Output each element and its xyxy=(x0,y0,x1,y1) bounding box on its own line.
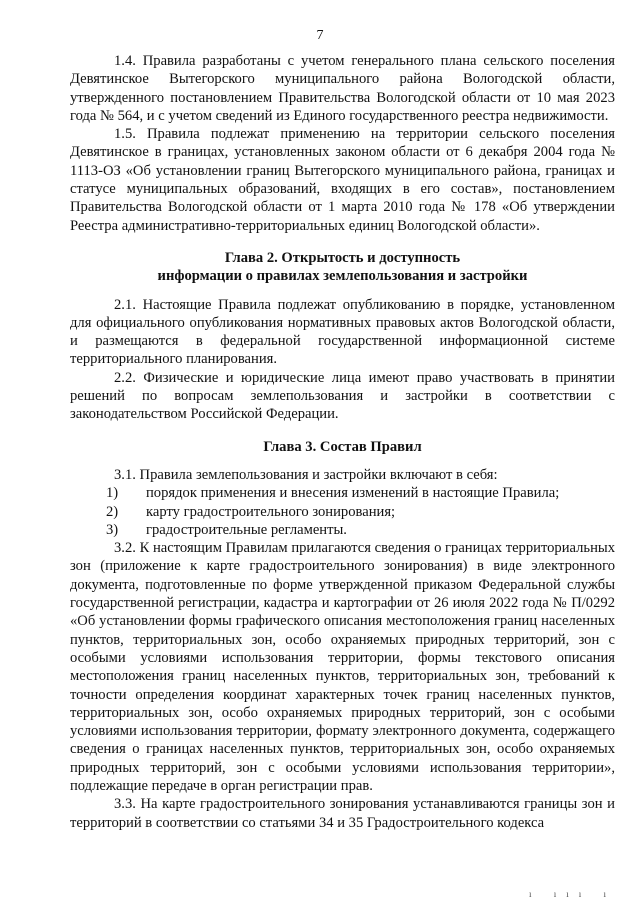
list-item-text: карту градостроительного зонирования; xyxy=(146,503,396,520)
list-item-number: 3) xyxy=(106,521,119,538)
list-item-text: порядок применения и внесения изменений в настоящие Правила; xyxy=(146,485,560,502)
paragraph-3-2: 3.2. К настоящим Правилам прилагаются сведения о границах территориальных зон (приложение к карте градостроительного зонирования) в виде электронного документа, подготовленные по форме утвержденной приказом Федеральной службы государственной регистрации, кадастра и картографии от 26 июля 2022 года № П/0292 «Об установлении формы графического описания местоположения границ населенных пунктов, территориальных зон, особо охраняемых природных территорий, зон с особыми условиями использования территории, формы текстового описания местоположения границ населенных пунктов, территориальных зон, требований к точности определения координат характерных точек границ населенных пунктов, территориальных зон, особо охраняемых природных территорий, зон с особыми условиями использования территории, формату электронного документа, содержащего сведения о границах населенных пунктов, территориальных зон, особо охраняемых природных территорий, зон с особыми условиями использования территории», подлежащие передаче в орган регистрации прав. xyxy=(70,540,615,794)
page-number: 7 xyxy=(316,28,324,43)
paragraph-2-2: 2.2. Физические и юридические лица имеют право участвовать в принятии решений по вопросам землепользования и застройки в соответствии с законодательством Российской Федерации. xyxy=(70,369,615,423)
paragraph-3-1: 3.1. Правила землепользования и застройки включают в себя: xyxy=(114,466,498,483)
chapter-2-title-line1: Глава 2. Открытость и доступность xyxy=(224,249,461,266)
paragraph-3-3: 3.3. На карте градостроительного зонирования устанавливаются границы зон и территорий в соответствии со статьями 34 и 35 Градостроительного кодекса xyxy=(70,796,615,831)
chapter-2-title-line2: информации о правилах землепользования и застройки xyxy=(157,268,528,285)
list-item-text: градостроительные регламенты. xyxy=(146,521,347,538)
paragraph-1-5: 1.5. Правила подлежат применению на территории сельского поселения Девятинское в границах, установленных законом области от 6 декабря 2004 года № 1113-ОЗ «Об установлении границ Вытегорского муниципального района, границах и статусе муниципальных образований, входящих в его состав», постановлением Правительства Вологодской области от 1 марта 2010 года № 178 «Об утверждении Реестра административно-территориальных единиц Вологодской области». xyxy=(70,126,615,234)
page-content xyxy=(70,52,615,832)
chapter-3-title: Глава 3. Состав Правил xyxy=(263,438,422,455)
list-item xyxy=(70,484,615,502)
list-item-number: 1) xyxy=(106,485,119,502)
list-item xyxy=(70,503,615,521)
list-item-number: 2) xyxy=(106,503,119,520)
footer-scan-mark: ı ııı ı xyxy=(528,889,616,899)
list-item xyxy=(70,521,615,539)
paragraph-1-4: 1.4. Правила разработаны с учетом генерального плана сельского поселения Девятинское Вытегорского муниципального района Вологодской области, утвержденного постановлением Правительства Вологодской области от 10 мая 2023 года № 564, и с учетом сведений из Единого государственного реестра недвижимости. xyxy=(70,53,615,124)
chapter-2-heading xyxy=(70,249,615,286)
chapter-3-heading xyxy=(70,438,615,456)
paragraph-2-1: 2.1. Настоящие Правила подлежат опубликованию в порядке, установленном для официального опубликования нормативных правовых актов Вологодской области, и размещаются в федеральной государственной информационной системе территориального планирования. xyxy=(70,296,615,368)
